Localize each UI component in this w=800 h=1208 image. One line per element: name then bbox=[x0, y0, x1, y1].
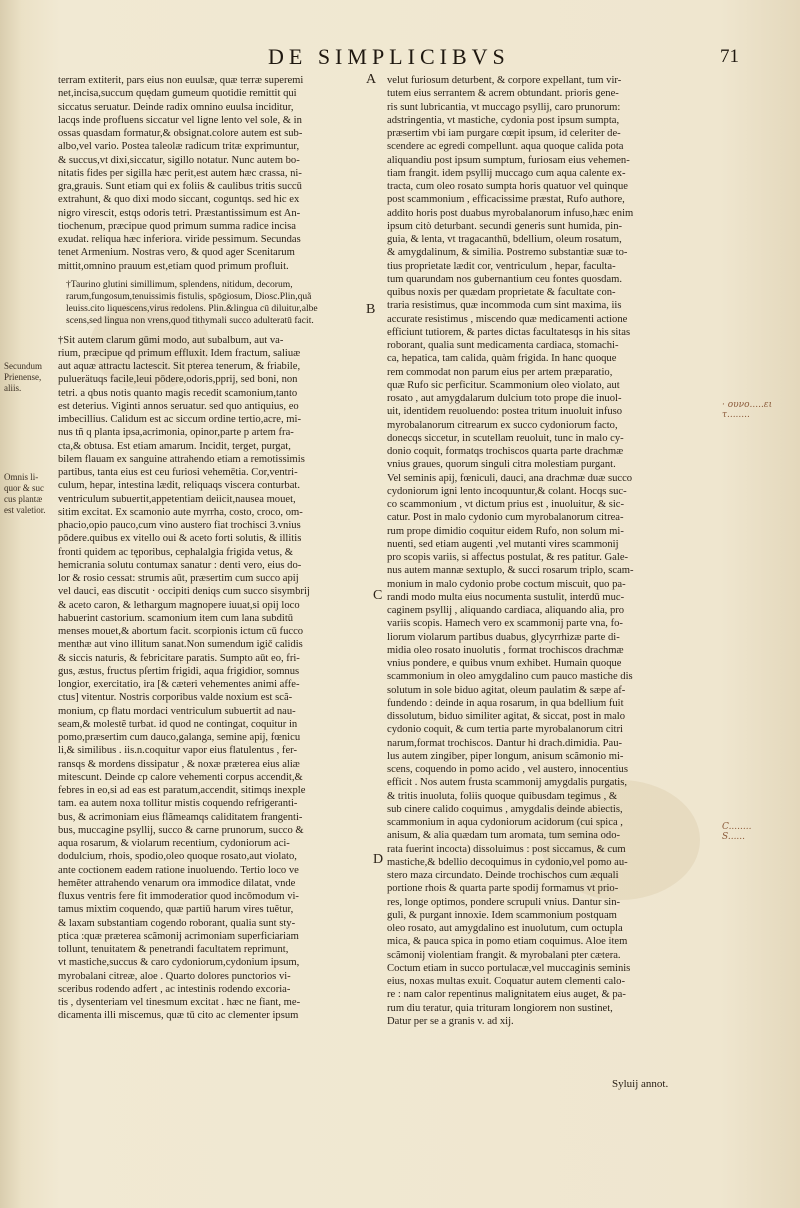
text-line: ipsum citò deturbant. secundi generis sunt humida, pin- bbox=[387, 220, 623, 232]
text-line: aliquandiu post ipsum sumptum, furiosam eius vehemen- bbox=[387, 154, 630, 166]
text-line: fronti quidem ac tęporibus, cephalalgia frigida vetus, & bbox=[58, 546, 294, 558]
text-line: imbecillius. Calidum est ac siccum ordine tertio,acre, mi- bbox=[58, 414, 301, 426]
text-line: tollunt, tenuitatem & penetrandi facultatem reprimunt, bbox=[58, 944, 289, 956]
text-line: dicamenta illi miscemus, quæ tū cito ac clementer ipsum bbox=[58, 1010, 299, 1022]
text-line: lacqs inde profluens siccatur vel ligne lento vel sole, & in bbox=[58, 114, 302, 126]
text-line: re : nam calor repentinus malignitatem eius auget, & pa- bbox=[387, 989, 626, 1001]
text-line: scens, coquendo in pomo acido , vel austero, innocentius bbox=[387, 764, 628, 775]
text-line: seam,& molestẽ turbat. id quod ne contingat, coquitur in bbox=[58, 718, 298, 730]
text-line: lor & rosio cessat: strumis aūt, præsertim cum succo apij bbox=[58, 573, 299, 585]
text-line: tiochenum, præcipue quod primum summa radice incisa bbox=[58, 220, 297, 232]
text-line: bus, & acrimoniam eius flãmeamqs caliditatem frangenti- bbox=[58, 811, 303, 823]
text-line: cydonio coquit, & cum tertia parte myrobalanorum citri bbox=[387, 724, 623, 736]
text-line: mittit,omnino prauum est,etiam quod primum profluit. bbox=[58, 260, 289, 272]
text-line: quibus noxis per quædam proprietate & facultate con- bbox=[387, 287, 616, 298]
text-line: albo,vel vario. Postea taleolæ radicum tritæ exprimuntur, bbox=[58, 141, 300, 153]
text-line: efficiunt tutiorem, & partes dictas facultatesqs in his sitas bbox=[387, 326, 631, 338]
text-line: dissolutum, biduo similiter agitat, & siccat, post in malo bbox=[387, 711, 626, 722]
text-line: roborant, qualia sunt medicamenta cardiaca, stomachi- bbox=[387, 340, 619, 351]
text-line: Coctum etiam in succo portulacæ,vel muccaginis seminis bbox=[387, 962, 631, 974]
text-line: stero maza circundato. Deinde trochischos cum æquali bbox=[387, 870, 619, 881]
text-line: uit, identidem reuoluendo: postea tritum inuoluit infuso bbox=[387, 406, 623, 418]
text-line: tutem eius serrantem & acrem obtundant. prioris gene- bbox=[387, 88, 619, 100]
text-line: adstringentia, vt mastiche, cydonia post ipsum sumpta, bbox=[387, 114, 620, 126]
text-line: nus autem mannæ sextuplo, & succi rosarum triplo, scam- bbox=[387, 565, 634, 577]
text-line: ransqs & mordens dissipatur , & noxæ præterea eius aliæ bbox=[58, 758, 300, 770]
text-line: res, longe optimos, pondere scrupuli vnius. Dantur sin- bbox=[387, 896, 621, 908]
text-line: partibus, tanta eius est ceu furiosi vehemētia. Cor,ventri- bbox=[58, 467, 298, 479]
text-line: tetri. a qbus notis quanto magis recedit scamonium,tanto bbox=[58, 387, 298, 399]
text-line: sceribus rodendo adfert , ac intestinis rodendo excoria- bbox=[58, 983, 291, 995]
text-line: co scammonium , vt dictum prius est , inuoluitur, & sic- bbox=[387, 499, 625, 510]
text-line: mastiche,& bdellio decoquimus in cydonio,vel pomo au- bbox=[387, 856, 628, 868]
text-line: addito horis post duabus myrobalanorum infuso,hæc enim bbox=[387, 207, 634, 219]
text-line: Datur per se a granis v. ad xij. bbox=[387, 1015, 514, 1027]
text-line: mica, & pauca spica in pomo etiam coquimus. Aloe item bbox=[387, 936, 628, 948]
page-number: 71 bbox=[720, 46, 739, 67]
note-paragraph bbox=[66, 279, 360, 328]
text-line: siccatus seruatur. Deinde radix omnino euulsa inciditur, bbox=[58, 101, 294, 113]
text-line: nigro virescit, estqs odoris tetri. Præstantissimum est An- bbox=[58, 207, 301, 219]
text-line: donio coquit, formatqs trochiscos quarta parte drachmæ bbox=[387, 446, 624, 457]
text-line: †Taurino glutini simillimum, splendens, nitidum, decorum, bbox=[66, 278, 293, 290]
text-line: & siccis naturis, & febricitare paratis. Sumpto aūt eo, fri- bbox=[58, 652, 300, 664]
text-line: rata fuerint incocta) dissoluimus : post siccamus, & cum bbox=[387, 843, 626, 855]
text-line: tamus mixtim coquendo, quæ partiū harum vires tuẽtur, bbox=[58, 904, 294, 916]
left-text-column bbox=[58, 74, 360, 1023]
text-line: phacio,opio pauco,cum vino austero fiat trochisci 3.vnius bbox=[58, 520, 301, 532]
text-line: li,& similibus . iis.n.coquitur vapor eius flatulentus , fer- bbox=[58, 745, 297, 757]
text-line: midia oleo rosato inuolutis , format trochiscos drachmæ bbox=[387, 644, 624, 656]
text-line: tam. ea autem noxa tollitur mistis coquendo refrigeranti- bbox=[58, 798, 298, 810]
text-line: myrobalanorum citrearum ex succo cydoniorum facto, bbox=[387, 419, 618, 431]
text-line: liorum violarum partibus duabus, glycyrrhizæ parte di- bbox=[387, 631, 620, 643]
text-line: præsertim vbi iam purgare cœpit ipsum, id celeriter de- bbox=[387, 128, 621, 139]
text-line: & tritis inuoluta, foliis quoque quibusdam tegimus , & bbox=[387, 790, 618, 802]
text-line: rium, præcipue qd primum effluxit. Idem fractum, saliuæ bbox=[58, 347, 301, 359]
text-line: rum prope dimidio coquitur eidem Rufo, non solum mi- bbox=[387, 525, 624, 537]
paragraph bbox=[58, 334, 360, 1023]
text-line: rarum,fungosum,tenuissimis fistulis, spōgiosum, Diosc.Plin,quã bbox=[66, 290, 312, 302]
text-line: nus tñ q planta ipsa,acrimonia, opinor,parte p artem fra- bbox=[58, 427, 294, 439]
text-line: & amygdalinum, & similia. Postremo substantiæ suæ to- bbox=[387, 247, 628, 259]
text-line: monium in malo cydonio probe coctum miscuit, quo pa- bbox=[387, 578, 626, 590]
text-line: net,incisa,succum quędam gumeum quotidie remittit qui bbox=[58, 88, 297, 100]
text-line: ossas quasdam formatur,& obsignat.colore autem est sub- bbox=[58, 128, 303, 139]
text-line: dodulcium, rhois, spodio,oleo quoque rosato,aut violato, bbox=[58, 851, 297, 863]
text-line: hemẽter attrahendo venarum ora immodice dilatat, vnde bbox=[58, 877, 296, 889]
text-line: gus, æstus, fructus pſertim frigidi, aqua frigidior, somnus bbox=[58, 665, 300, 677]
text-line: aut aquæ attractu lactescit. Sit pterea tenerum, & friabile, bbox=[58, 361, 301, 373]
text-line: portione rhois & quarta parte spodij formamus vt prio- bbox=[387, 883, 619, 895]
text-line: guli, & purgant innoxie. Idem scammonium postquam bbox=[387, 909, 617, 921]
text-line: vel dauci, eas discutit · occipiti deniqs cum succo sisymbrij bbox=[58, 586, 310, 598]
text-line: traria resistimus, quæ incommoda cum sint maxima, iis bbox=[387, 300, 622, 312]
text-line: scammonium in aqua cydoniorum acidorum (cui spica , bbox=[387, 817, 623, 828]
text-line: pro scopis variis, si affectus postulat, & res patitur. Gale- bbox=[387, 552, 629, 563]
text-line: narum,format trochiscos. Dantur hi drach.dimidia. Pau- bbox=[387, 737, 623, 749]
text-line: & laxam substantiam cogendo roborant, qualia sunt sty- bbox=[58, 917, 296, 929]
text-line: lus autem zingiber, piper longum, anisum scãmonio mi- bbox=[387, 750, 624, 762]
text-line: rosato , aut amygdalarum dulcium toto prope die inuol- bbox=[387, 393, 622, 404]
text-line: sub cinere calido coquimus , amygdalis deinde abiectis, bbox=[387, 803, 623, 815]
text-line: solutum in sole biduo agitat, oleum paulatim & sæpe af- bbox=[387, 684, 626, 696]
text-line: ca, hepatica, tam calida, quàm frigida. In hanc quoque bbox=[387, 353, 617, 365]
text-line: vt mastiche,succus & caro cydoniorum,cydonium ipsum, bbox=[58, 957, 300, 969]
section-letter-a: A bbox=[366, 72, 377, 87]
text-line: tius proprietate lædit cor, ventriculum , hepar, faculta- bbox=[387, 260, 616, 272]
text-line: ptica :quæ præterea scãmonij acrimoniam superficiariam bbox=[58, 930, 299, 942]
text-line: & succus,vt dixi,siccatur, sigillo notatur. Nunc autem bo- bbox=[58, 154, 300, 166]
page-header bbox=[0, 44, 800, 74]
text-line: tiam frangit. idem psyllij muccago cum aqua calente ex- bbox=[387, 167, 626, 179]
text-line: variis scopis. Hamech vero ex scammonij parte vna, fo- bbox=[387, 618, 623, 630]
handwritten-annotation: · ουνο.....ει τ........ bbox=[722, 400, 773, 420]
text-line: bilem flauam ex sanguine attrahendo etiam a remotissimis bbox=[58, 453, 305, 465]
text-line: habuerint castorium. scamonium item cum lana subditū bbox=[58, 612, 294, 624]
text-line: scammonium in oleo amygdalino cum pauco mastiche dis bbox=[387, 671, 633, 683]
text-line: caginem psyllij , aliquando cardiaca, aliquando alia, pro bbox=[387, 605, 625, 616]
text-line: ante coctionem eadem ratione inuoluendo. Tertio loco ve bbox=[58, 864, 299, 876]
section-letter-b: B bbox=[366, 302, 376, 317]
section-letter-d: D bbox=[373, 852, 384, 867]
text-line: & aceto caron, & lethargum magnopere iuuat,si opij loco bbox=[58, 599, 300, 611]
text-line: fluxus ventris fere fit immoderatior quod incōmodum vi- bbox=[58, 891, 299, 903]
text-line: guia, & lenta, vt tragacanthū, bdellium, oleum rosatum, bbox=[387, 234, 622, 245]
text-line: accurate resistimus , miscendo quæ medicamenti actione bbox=[387, 313, 628, 325]
text-line: randi modo multa eius nocumenta sustulit, interdū muc- bbox=[387, 591, 625, 603]
text-line: tracta, cum oleo rosato sumpta horis quatuor vel quinque bbox=[387, 181, 628, 192]
handwritten-annotation: C........ S...... bbox=[722, 822, 752, 842]
text-line: ventriculum subuertit,appetentiam deiicit,nausea mouet, bbox=[58, 493, 296, 505]
text-line: pomo,præsertim cum dauco,galanga, semine apij, fœnicu bbox=[58, 732, 301, 744]
right-text-column bbox=[387, 74, 705, 1028]
text-line: leuiss.cito liquescens,virus redolens. Plin.&lingua cū diluitur,albe bbox=[66, 303, 318, 315]
text-line: oleo rosato, aut amygdalino est inuolutum, cum octupla bbox=[387, 923, 623, 934]
text-line: sitim excitat. Ex scamonio aute myrrha, costo, croco, om- bbox=[58, 506, 303, 518]
margin-note-secundum: Secundum Prienense, aliis. bbox=[4, 361, 42, 393]
text-line: puluerätuqs facile,leui pōdere,odoris,pprij, sed boni, non bbox=[58, 374, 298, 386]
text-line: monium, cp flatu mordaci ventriculum subuertit ad nau- bbox=[58, 705, 296, 717]
text-line: scãmonij violentiam frangit. & myrobalani pter cætera. bbox=[387, 949, 621, 961]
text-line: catur. Post in malo cydonio cum myrobalanorum citrea- bbox=[387, 512, 624, 524]
text-line: longior, exercitatio, ira [& cæteri vehementes animi affe- bbox=[58, 679, 300, 691]
text-line: cta,& obtusa. Est etiam amarum. Incidit, terget, purgat, bbox=[58, 440, 291, 452]
text-line: tum quarundam nos gubernantium ceu fontes quosdam. bbox=[387, 273, 623, 285]
text-line: aqua rosarum, & violarum recentium, cydoniorum aci- bbox=[58, 838, 290, 850]
text-line: culum, hepar, intestina lædit, reliquaqs viscera conturbat. bbox=[58, 480, 300, 492]
text-line: scens,sed lingua non vrens,quod tithymali succo adulteratū facit. bbox=[66, 315, 314, 327]
text-line: hemicrania solutu contumax sanatur : denti vero, eius do- bbox=[58, 559, 302, 571]
running-title: DE SIMPLICIBVS bbox=[268, 44, 510, 69]
text-line: rum diu teratur, quia trituram longiorem non sustinet, bbox=[387, 1002, 613, 1014]
text-line: mitescunt. Deinde cp calore vehementi corpus accendit,& bbox=[58, 771, 303, 783]
text-line: donecqs siccetur, in scutellam reuoluit, tunc in malo cy- bbox=[387, 432, 624, 444]
text-line: terram extiterit, pars eius non euulsæ, quæ terræ superemi bbox=[58, 75, 304, 86]
text-line: rem commodat non parum eius per artem præparatio, bbox=[387, 366, 613, 378]
text-line: †Sit autem clarum gūmi modo, aut subalbum, aut va- bbox=[58, 334, 284, 346]
text-line: vnius graues, quorum singuli citra molestiam purgant. bbox=[387, 459, 616, 471]
text-line: menses mouet,& abortum facit. scorpionis ictum cū fucco bbox=[58, 626, 304, 638]
text-line: ris sunt lubricantia, vt muccago psyllij, caro prunorum: bbox=[387, 101, 621, 113]
text-line: velut furiosum deturbent, & corpore expellant, tum vir- bbox=[387, 75, 622, 86]
text-line: nuenti, sed etiam augenti ,vel mutanti vires scammonij bbox=[387, 538, 619, 550]
text-line: extrahunt, & quo dixi modo siccant, coguntqs. sed hic ex bbox=[58, 194, 300, 206]
section-letter-c: C bbox=[373, 588, 383, 603]
text-line: gra,grauis. Sunt etiam qui ex foliis & caulibus tritis succū bbox=[58, 181, 302, 192]
text-line: tenet Armenium. Nostras vero, & quod ager Scenitarum bbox=[58, 247, 295, 259]
text-line: pōdere.quibus ex vitello oui & aceto forti solutis, & illitis bbox=[58, 533, 302, 545]
text-line: ctus] vitentur. Nostris corporibus valde noxium est scã- bbox=[58, 692, 293, 704]
text-line: scendere ac egredi compellunt. aqua quoque calida pota bbox=[387, 141, 624, 153]
text-line: myrobalani citreæ, aloe . Quarto dolores punctorios vi- bbox=[58, 970, 291, 982]
margin-note-omnis-liquor: Omnis li- quor & suc cus plantæ est valetior. bbox=[4, 472, 46, 515]
text-line: Vel seminis apij, fœniculi, dauci, ana drachmæ duæ succo bbox=[387, 472, 633, 484]
text-line: nitatis fides per sigilla hæc perit,est autem hæc crassa, ni- bbox=[58, 167, 302, 179]
text-line: efficit . Nos autem frusta scammonij amygdalis purgatis, bbox=[387, 777, 627, 789]
text-line: est deterius. Viginti annos seruatur. sed quo antiquius, eo bbox=[58, 400, 299, 412]
text-line: anisum, & alia quædam tum aromata, tum semina odo- bbox=[387, 830, 621, 842]
text-line: menthæ aut vino illitum sanat.Non sumendum igič calidis bbox=[58, 639, 303, 651]
text-line: febres in eo,si ad eas est paratum,accendit, sitimqs inexple bbox=[58, 785, 306, 797]
text-line: bus, muccagine psyllij, succo & carne prunorum, succo & bbox=[58, 824, 304, 836]
text-line: fundendo : deinde in aqua rosarum, in qua bdellium fuit bbox=[387, 697, 624, 709]
text-line: tis , dysenteriam vel tinesmum excitat . hæc ne fiant, me- bbox=[58, 997, 301, 1009]
text-line: exudat. reliqua hæc inferiora. viride pessimum. Secundas bbox=[58, 234, 301, 245]
footer-signature: Syluij annot. bbox=[612, 1078, 669, 1090]
text-line: vnius pondere, e quibus vnum exhibet. Humain quoque bbox=[387, 658, 622, 669]
text-line: quæ Rufo sic perficitur. Scammonium oleo violato, aut bbox=[387, 379, 620, 391]
text-line: post scammonium , efficacissime præstat, Rufo authore, bbox=[387, 194, 625, 206]
text-line: eius, noxas multas exuit. Coquatur autem clementi calo- bbox=[387, 976, 626, 987]
text-line: cydoniorum igni lento incoquuntur,& colant. Hocqs suc- bbox=[387, 485, 627, 497]
paragraph bbox=[58, 74, 360, 273]
